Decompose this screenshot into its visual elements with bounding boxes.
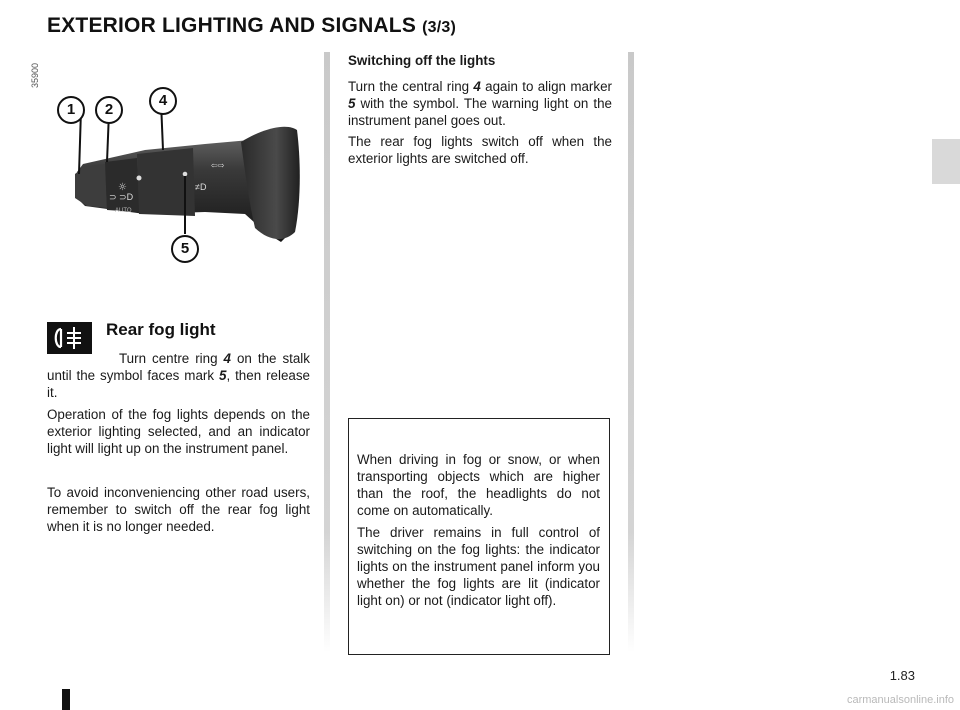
corner-mark [62,689,70,710]
ref-ring-4: 4 [223,351,231,366]
page-title-part: (3/3) [422,19,456,36]
callout-5: 5 [171,235,199,263]
page-number: 1.83 [889,668,915,683]
note-box [348,418,610,655]
column-divider-right [628,52,634,652]
callout-2: 2 [95,96,123,124]
switching-off-rear-fog-text: The rear fog lights switch off when the exterior lights are switched off. [348,134,612,166]
svg-text:AUTO: AUTO [115,208,132,214]
image-code: 35900 [30,62,40,88]
section-tab [932,139,960,184]
rear-fog-light-instruction: Turn centre ring 4 on the stalk until the symbol faces mark 5, then release it. [47,351,310,400]
watermark: carmanualsonline.info [846,694,954,706]
ref-mark-5: 5 [218,368,227,383]
ref-marker-5-right: 5 [348,96,356,111]
svg-text:⊃ ⊃D: ⊃ ⊃D [109,192,134,202]
callout-1: 1 [57,96,85,124]
svg-text:⇦⇨: ⇦⇨ [211,161,225,170]
fog-light-operation-text: Operation of the fog lights depends on the exterior lighting selected, and an indicator light will light up on the instrument panel. [47,407,310,456]
fog-light-courtesy-text: To avoid inconveniencing other road users, remember to switch off the rear fog light when it is no longer needed. [47,485,310,534]
callout-4: 4 [149,87,177,115]
note-automatic-headlights: When driving in fog or snow, or when transporting objects which are higher than the roof, the headlights do not come on automatically. [357,452,600,518]
column-divider-left [324,52,330,652]
rear-fog-light-heading: Rear fog light [106,320,216,339]
switching-off-instruction: Turn the central ring 4 again to align marker 5 with the symbol. The warning light on the instrument panel goes out. [348,79,612,128]
svg-text:☼: ☼ [118,182,127,193]
ref-ring-4-right: 4 [473,79,481,94]
note-driver-control: The driver remains in full control of switching on the fog lights: the indicator lights on the instrument panel inform you whether the fog lights are lit (indicator light on) or not (indicator light off). [357,525,600,608]
page-title-main: EXTERIOR LIGHTING AND SIGNALS [47,14,417,37]
page-title [47,14,456,38]
switching-off-heading: Switching off the lights [348,53,496,68]
svg-text:≠D: ≠D [195,182,207,192]
